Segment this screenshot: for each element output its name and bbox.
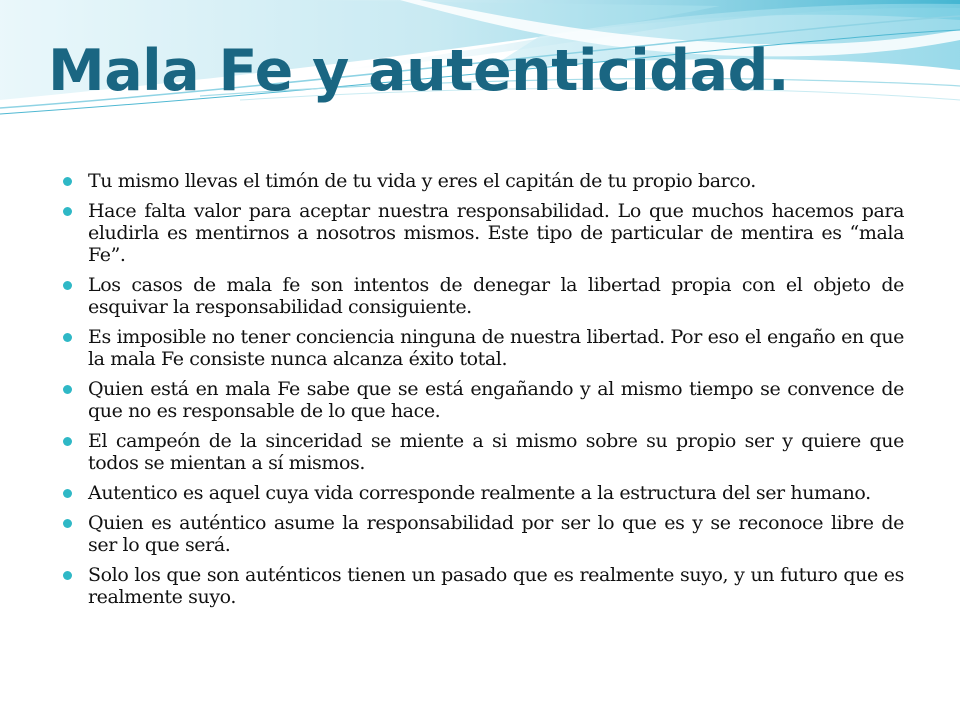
slide-title: Mala Fe y autenticidad.	[48, 38, 790, 104]
list-item	[88, 482, 904, 504]
bullet-icon	[63, 177, 72, 186]
list-item	[88, 326, 904, 370]
bullet-icon	[63, 281, 72, 290]
bullet-text: El campeón de la sinceridad se miente a si mismo sobre su propio ser y quiere que todos se mientan a sí mismos.	[88, 430, 904, 474]
bullet-icon	[63, 489, 72, 498]
bullet-icon	[63, 571, 72, 580]
list-item	[88, 378, 904, 422]
bullet-text: Tu mismo llevas el timón de tu vida y eres el capitán de tu propio barco.	[88, 170, 756, 192]
bullet-icon	[63, 333, 72, 342]
list-item	[88, 512, 904, 556]
bullet-text: Autentico es aquel cuya vida corresponde realmente a la estructura del ser humano.	[88, 482, 871, 504]
bullet-text: Solo los que son auténticos tienen un pasado que es realmente suyo, y un futuro que es realmente suyo.	[88, 564, 904, 608]
list-item	[88, 430, 904, 474]
list-item	[88, 274, 904, 318]
bullet-icon	[63, 437, 72, 446]
bullet-list	[88, 170, 904, 616]
bullet-icon	[63, 385, 72, 394]
bullet-text: Es imposible no tener conciencia ninguna de nuestra libertad. Por eso el engaño en que la mala Fe consiste nunca alcanza éxito total.	[88, 326, 904, 370]
bullet-icon	[63, 519, 72, 528]
bullet-text: Hace falta valor para aceptar nuestra responsabilidad. Lo que muchos hacemos para eludirla es mentirnos a nosotros mismos. Este tipo de particular de mentira es “mala Fe”.	[88, 200, 904, 266]
bullet-text: Los casos de mala fe son intentos de denegar la libertad propia con el objeto de esquivar la responsabilidad consiguiente.	[88, 274, 904, 318]
list-item	[88, 200, 904, 266]
bullet-text: Quien es auténtico asume la responsabilidad por ser lo que es y se reconoce libre de ser lo que será.	[88, 512, 904, 556]
list-item	[88, 170, 904, 192]
list-item	[88, 564, 904, 608]
bullet-icon	[63, 207, 72, 216]
bullet-text: Quien está en mala Fe sabe que se está engañando y al mismo tiempo se convence de que no es responsable de lo que hace.	[88, 378, 904, 422]
